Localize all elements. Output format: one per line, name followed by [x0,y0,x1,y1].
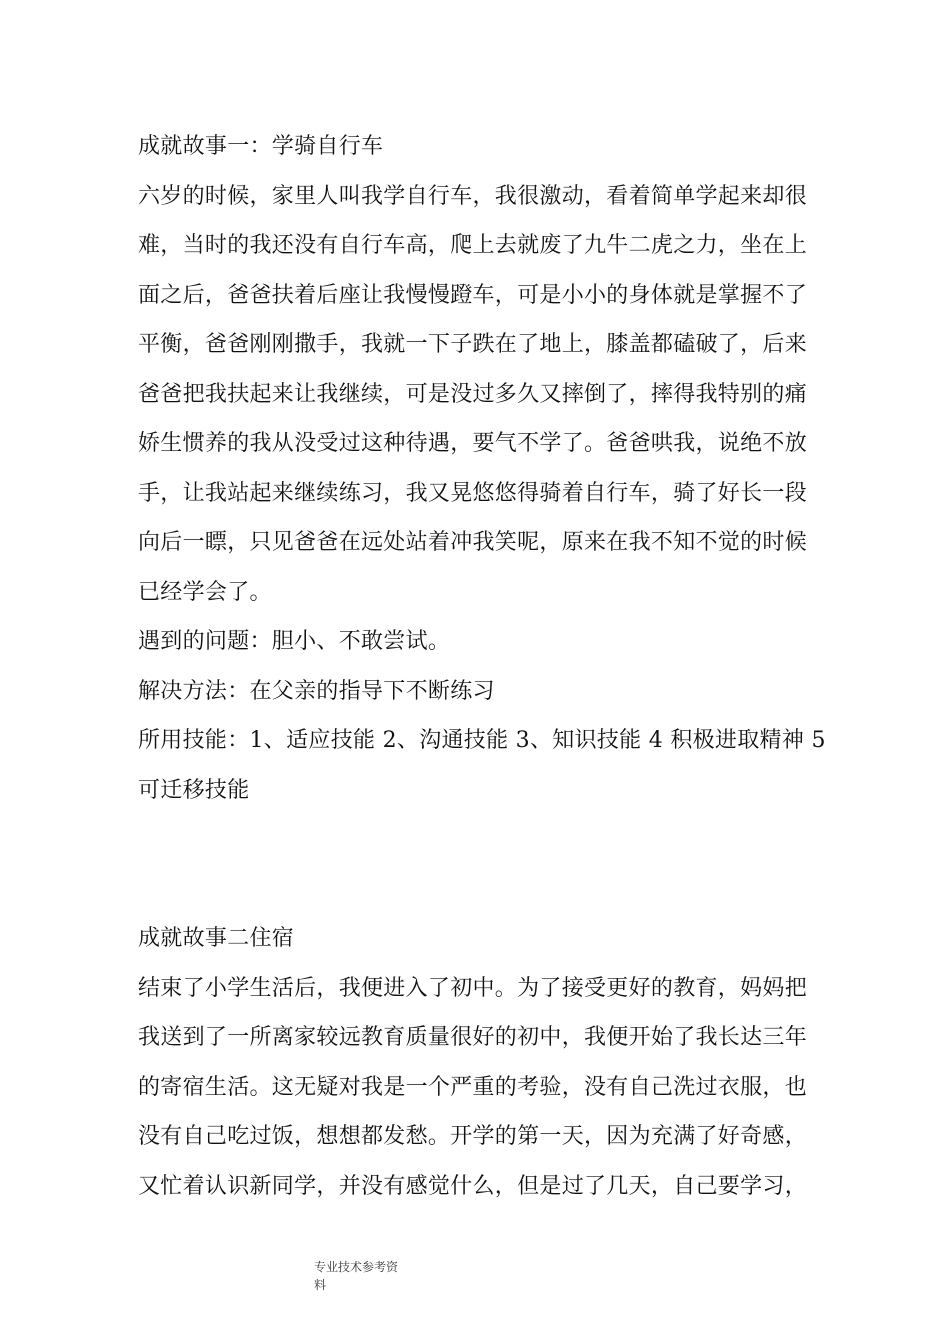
story1-skills-line-1: 所用技能：1、适应技能 2、沟通技能 3、知识技能 4 积极进取精神 5 [138,728,826,753]
footer-line-1: 专业技术参考资 [314,1260,399,1274]
story2-line-3: 的寄宿生活。这无疑对我是一个严重的考验，没有自己洗过衣服，也 [138,1074,808,1100]
story1-skills-line-2: 可迁移技能 [138,777,250,803]
story1-line-2: 难，当时的我还没有自行车高，爬上去就废了九牛二虎之力，坐在上 [138,233,808,258]
section-spacer [138,815,814,914]
story1-problem: 遇到的问题：胆小、不敢尝试。 [138,629,451,654]
story1-solution: 解决方法：在父亲的指导下不断练习 [138,678,495,704]
footer-line-2: 料 [314,1278,327,1292]
story1-line-5: 爸爸把我扶起来让我继续，可是没过多久又摔倒了，摔得我特别的痛 [138,381,808,407]
story1-line-3: 面之后，爸爸扶着后座让我慢慢蹬车，可是小小的身体就是掌握不了 [138,282,808,308]
page-footer [314,1258,398,1294]
story2-line-2: 我送到了一所离家较远教育质量很好的初中，我便开始了我长达三年 [138,1025,808,1050]
story1-line-9: 已经学会了。 [138,579,272,605]
story2-title: 成就故事二住宿 [138,926,295,951]
document-body [138,122,826,1211]
story1-line-7: 手，让我站起来继续练习，我又晃悠悠得骑着自行车，骑了好长一段 [138,480,808,506]
story2-line-1: 结束了小学生活后，我便进入了初中。为了接受更好的教育，妈妈把 [138,975,808,1001]
story1-line-8: 向后一瞟，只见爸爸在远处站着冲我笑呢，原来在我不知不觉的时候 [138,530,808,555]
story2-line-5: 又忙着认识新同学，并没有感觉什么，但是过了几天，自己要学习， [138,1173,808,1199]
story1-title: 成就故事一：学骑自行车 [138,134,384,159]
story1-line-4: 平衡，爸爸刚刚撒手，我就一下子跌在了地上，膝盖都磕破了，后来 [138,332,808,357]
story2-line-4: 没有自己吃过饭，想想都发愁。开学的第一天，因为充满了好奇感， [138,1124,808,1149]
story1-line-6: 娇生惯养的我从没受过这种待遇，要气不学了。爸爸哄我，说绝不放 [138,431,808,456]
story1-line-1: 六岁的时候，家里人叫我学自行车，我很激动，看着简单学起来却很 [138,183,808,209]
